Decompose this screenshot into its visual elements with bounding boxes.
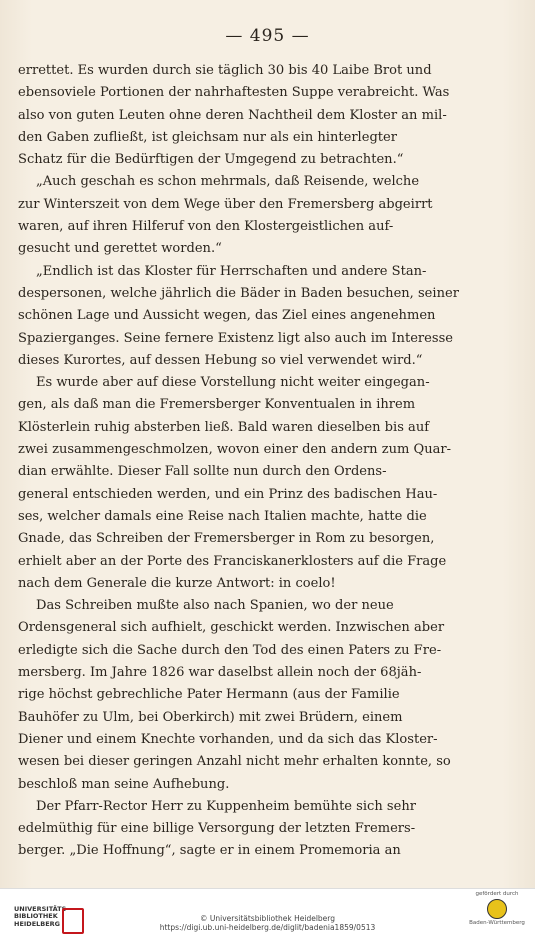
- text-line: „Endlich ist das Kloster für Herrschaften und andere Stan-: [36, 263, 427, 279]
- text-line: Spazierganges. Seine fernere Existenz ligt also auch im Interesse: [18, 330, 453, 346]
- text-line: dieses Kurortes, auf dessen Hebung so viel verwendet wird.“: [18, 352, 423, 368]
- text-line: nach dem Generale die kurze Antwort: in coelo!: [18, 575, 336, 591]
- text-line: errettet. Es wurden durch sie täglich 30 bis 40 Laibe Brot und: [18, 63, 432, 78]
- text-line: wesen bei dieser geringen Anzahl nicht mehr erhalten konnte, so: [18, 754, 451, 770]
- funding-credit: [465, 891, 529, 926]
- text-line: ses, welcher damals eine Reise nach Italien machte, hatte die: [18, 508, 427, 524]
- text-line: gen, als daß man die Fremersberger Konventualen in ihrem: [18, 397, 416, 413]
- text-line: Gnade, das Schreiben der Fremersberger in Rom zu besorgen,: [18, 531, 435, 547]
- text-line: Bauhöfer zu Ulm, bei Oberkirch) mit zwei Brüdern, einem: [18, 709, 403, 725]
- funded-by-label: gefördert durch: [475, 891, 519, 897]
- text-line: berger. „Die Hoffnung“, sagte er in einem Promemoria an: [18, 843, 401, 859]
- text-line: Schatz für die Bedürftigen der Umgegend zu betrachten.“: [18, 152, 404, 168]
- text-line: Klösterlein ruhig absterben ließ. Bald waren dieselben bis auf: [18, 419, 430, 435]
- text-line: dian erwählte. Dieser Fall sollte nun durch den Ordens-: [18, 464, 387, 480]
- text-line: zwei zusammengeschmolzen, wovon einer den andern zum Quar-: [18, 442, 452, 458]
- text-line: despersonen, welche jährlich die Bäder in Baden besuchen, seiner: [18, 285, 459, 301]
- body-text: [18, 60, 521, 863]
- library-name: UNIVERSITÄTS- BIBLIOTHEK HEIDELBERG: [14, 905, 69, 928]
- text-line: beschloß man seine Aufhebung.: [18, 776, 230, 792]
- source-url[interactable]: https://digi.ub.uni-heidelberg.de/diglit/badenia1859/0513: [159, 923, 376, 932]
- copyright-text: © Universitätsbibliothek Heidelberg: [199, 914, 335, 923]
- text-line: mersberg. Im Jahre 1826 war daselbst allein noch der 68jäh-: [18, 665, 422, 681]
- text-line: general entschieden werden, und ein Prinz des badischen Hau-: [18, 486, 438, 502]
- footer: [0, 888, 535, 934]
- text-line: Diener und einem Knechte vorhanden, und da sich das Kloster-: [18, 731, 438, 747]
- text-line: zur Winterszeit von dem Wege über den Fremersberg abgeirrt: [18, 196, 433, 212]
- text-line: Ordensgeneral sich aufhielt, geschickt werden. Inzwischen aber: [18, 620, 445, 636]
- page-number: — 495 —: [225, 26, 310, 46]
- baden-wuerttemberg-logo-icon: [487, 899, 507, 919]
- text-line: Der Pfarr-Rector Herr zu Kuppenheim bemühte sich sehr: [36, 798, 416, 814]
- text-line: schönen Lage und Aussicht wegen, das Ziel eines angenehmen: [18, 308, 436, 324]
- text-line: den Gaben zufließt, ist gleichsam nur als ein hinterlegter: [18, 129, 398, 145]
- text-line: „Auch geschah es schon mehrmals, daß Reisende, welche: [36, 174, 420, 190]
- text-line: waren, auf ihren Hilferuf von den Klostergeistlichen auf-: [18, 219, 394, 235]
- funder-name: Baden-Württemberg: [469, 920, 525, 926]
- text-line: rige höchst gebrechliche Pater Hermann (aus der Familie: [18, 687, 400, 703]
- text-line: Das Schreiben mußte also nach Spanien, wo der neue: [36, 598, 394, 614]
- copyright-block: [0, 914, 535, 932]
- text-line: erledigte sich die Sache durch den Tod des einen Paters zu Fre-: [18, 642, 442, 658]
- text-line: ebensoviele Portionen der nahrhaftesten Suppe verabreicht. Was: [18, 85, 450, 101]
- text-line: also von guten Leuten ohne deren Nachtheil dem Kloster an mil-: [18, 107, 447, 123]
- text-line: Es wurde aber auf diese Vorstellung nicht weiter eingegan-: [36, 375, 430, 391]
- text-line: edelmüthig für eine billige Versorgung der letzten Fremers-: [18, 821, 416, 837]
- text-line: erhielt aber an der Porte des Franciskanerklosters auf die Frage: [18, 553, 447, 569]
- text-line: gesucht und gerettet worden.“: [18, 241, 222, 257]
